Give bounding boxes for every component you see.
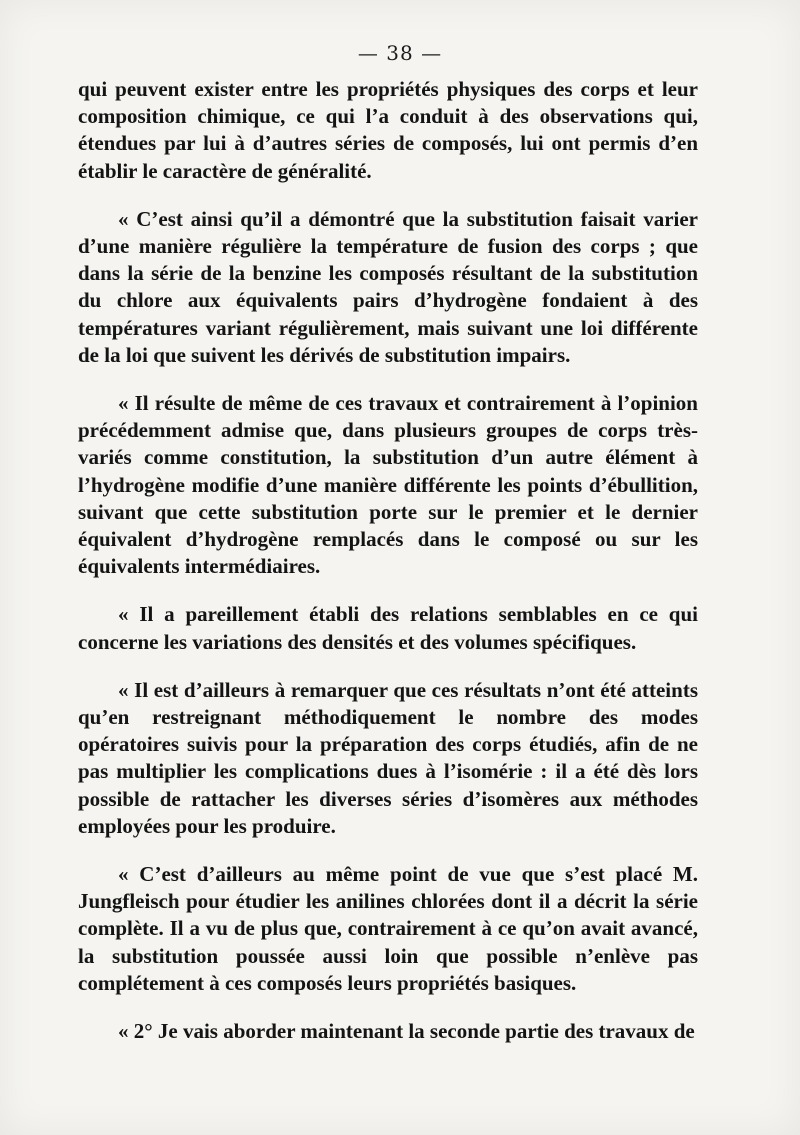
paragraph-3: « Il résulte de même de ces travaux et contrairement à l’opinion précédemment admise que, dans plusieurs groupes de corps très-variés comme constitution, la substitution d’un autre élément à l’hydrogène modifie d’une manière différente les points d’ébullition, suivant que cette substitution porte sur le premier et le dernier équivalent d’hydrogène remplacés dans le composé ou sur les équivalents intermédiaires. [78,391,698,579]
paragraph-2: « C’est ainsi qu’il a démontré que la substitution faisait varier d’une manière régulière la température de fusion des corps ; que dans la série de la benzine les composés résultant de la substitution du chlore aux équivalents pairs d’hydrogène fondaient à des températures variant régulièrement, mais suivant une loi différente de la loi que suivent les dérivés de substitution impairs. [78,206,698,367]
body-text [78,76,698,1066]
paragraph-4: « Il a pareillement établi des relations semblables en ce qui concerne les variations des densités et des volumes spécifiques. [78,602,698,654]
page-number: — 38 — [357,41,443,65]
paragraph-1: qui peuvent exister entre les propriétés physiques des corps et leur composition chimique, ce qui l’a conduit à des observations qui, étendues par lui à d’autres séries de composés, lui ont permis d’en établir le caractère de généralité. [78,77,698,183]
paragraph-5: « Il est d’ailleurs à remarquer que ces résultats n’ont été atteints qu’en restreignant méthodiquement le nombre des modes opératoires suivis pour la préparation des corps étudiés, afin de ne pas multiplier les complications dues à l’isomérie : il a été dès lors possible de rattacher les diverses séries d’isomères aux méthodes employées pour les produire. [78,677,698,838]
paragraph-6: « C’est d’ailleurs au même point de vue que s’est placé M. Jungfleisch pour étudier les anilines chlorées dont il a décrit la série complète. Il a vu de plus que, contrairement à ce qu’on avait avancé, la substitution poussée aussi loin que possible n’enlève pas complétement à ces composés leurs propriétés basiques. [78,862,698,995]
paragraph-7: « 2° Je vais aborder maintenant la seconde partie des travaux de [118,1019,695,1044]
